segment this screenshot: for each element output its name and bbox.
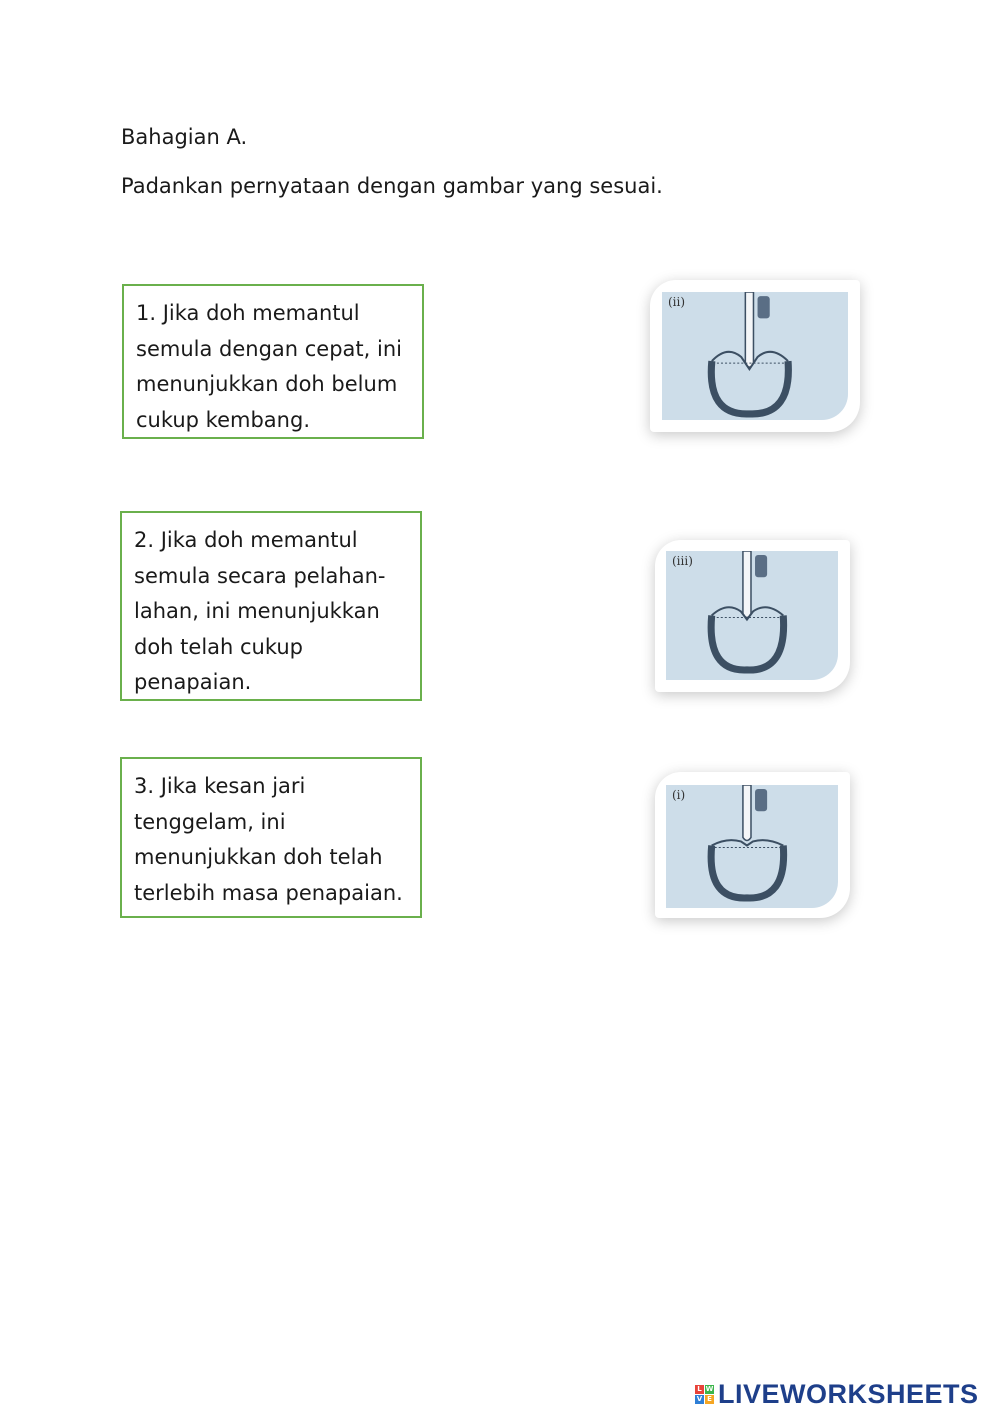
image-card-iii[interactable] bbox=[655, 540, 850, 692]
image-card-ii[interactable] bbox=[650, 280, 860, 432]
statement-box-2[interactable]: 2. Jika doh memantul semula secara pelahan- lahan, ini menunjukkan doh telah cukup penapaian. bbox=[120, 511, 422, 701]
statement-box-1[interactable]: 1. Jika doh memantul semula dengan cepat, ini menunjukkan doh belum cukup kembang. bbox=[122, 284, 424, 439]
image-label: (iii) bbox=[672, 554, 693, 568]
liveworksheets-logo bbox=[695, 1378, 979, 1410]
statement-box-3[interactable]: 3. Jika kesan jari tenggelam, ini menunjukkan doh telah terlebih masa penapaian. bbox=[120, 757, 422, 918]
logo-icon: L W V E bbox=[696, 1384, 714, 1403]
finger-dough-illustration bbox=[662, 292, 848, 420]
image-card-i[interactable] bbox=[655, 772, 850, 918]
instruction-text: Padankan pernyataan dengan gambar yang sesuai. bbox=[121, 174, 663, 198]
finger-dough-illustration bbox=[666, 551, 838, 680]
image-label: (i) bbox=[672, 788, 686, 802]
dough-test-photo bbox=[666, 785, 838, 908]
section-heading: Bahagian A. bbox=[121, 125, 248, 149]
logo-text: LIVEWORKSHEETS bbox=[718, 1378, 979, 1409]
dough-test-photo bbox=[662, 292, 848, 420]
dough-test-photo bbox=[666, 551, 838, 680]
image-label: (ii) bbox=[668, 295, 686, 309]
finger-dough-illustration bbox=[666, 785, 838, 908]
